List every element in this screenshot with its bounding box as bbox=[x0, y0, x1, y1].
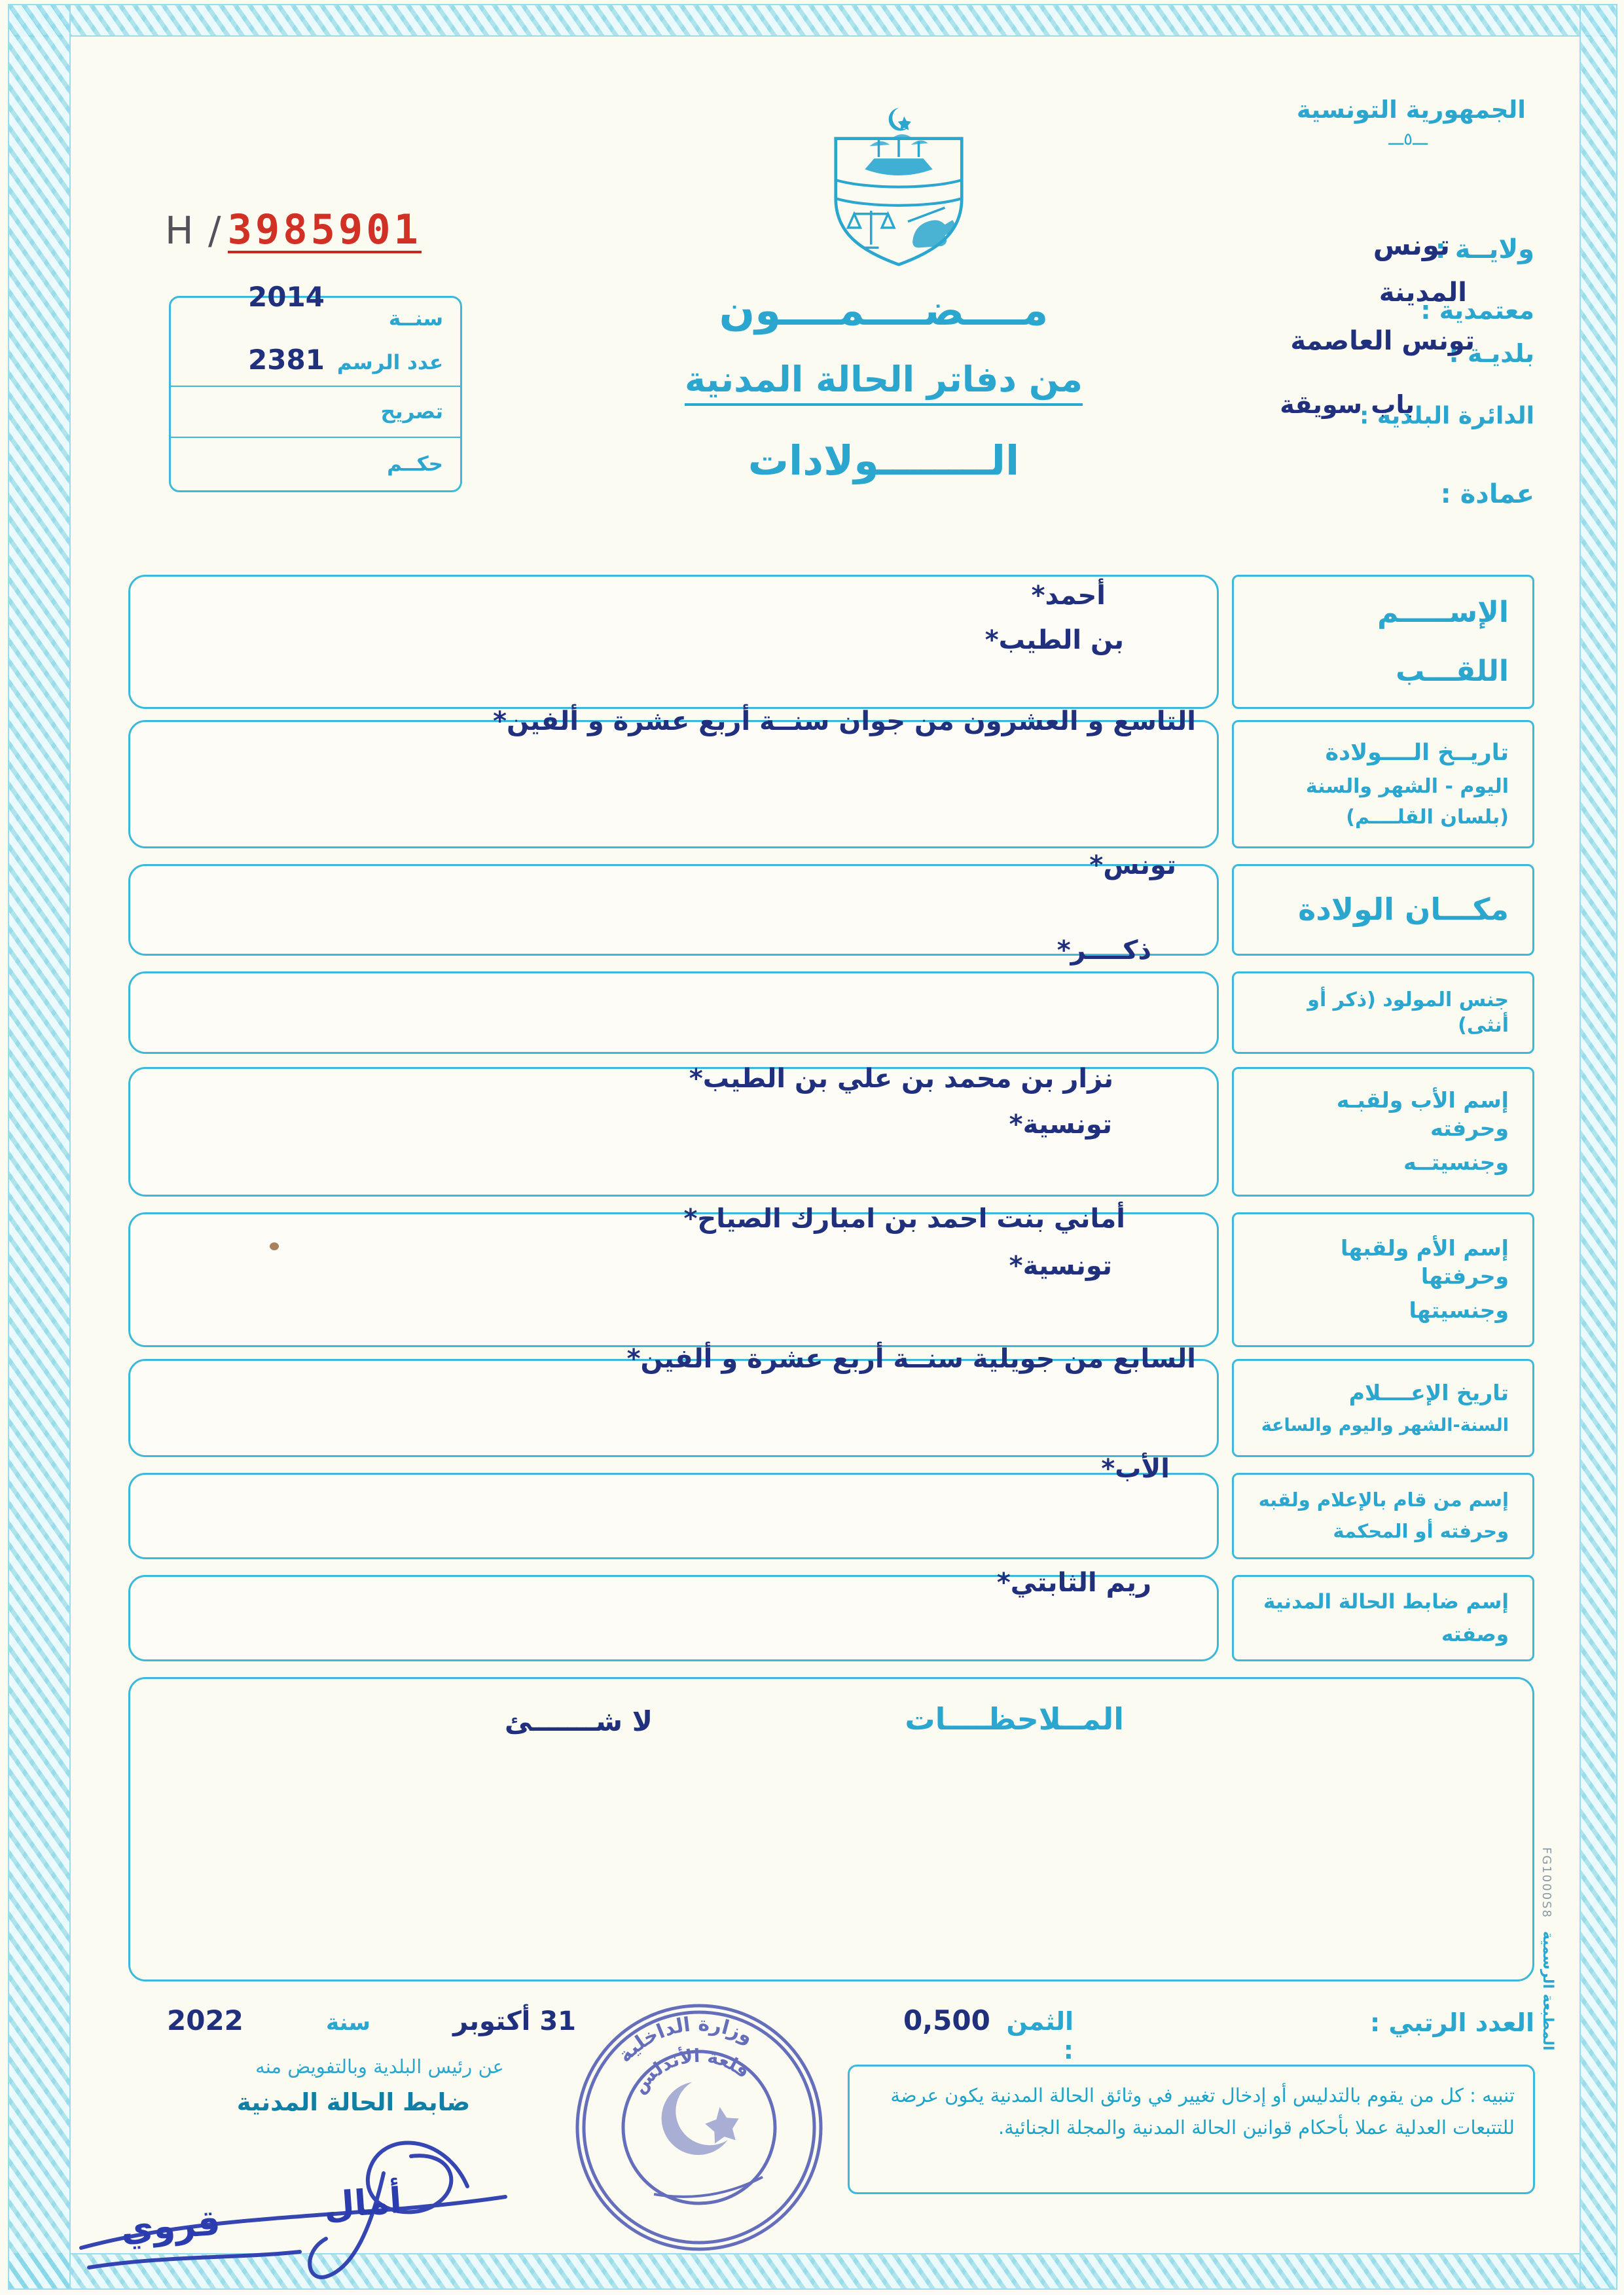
label-line: اليوم - الشهر والسنة bbox=[1305, 774, 1509, 798]
label-line: تاريخ الإعــــلام bbox=[1348, 1380, 1509, 1405]
registry-box bbox=[169, 281, 462, 492]
official-press-mark: المطبعة الرسمية bbox=[1540, 1931, 1556, 2051]
mother-name-value: أماني بنت احمد بن امبارك الصياح* bbox=[683, 1204, 1125, 1234]
notifier-label-box bbox=[1232, 1473, 1534, 1559]
border-pattern-top bbox=[8, 4, 1617, 37]
registry-year-row bbox=[171, 281, 460, 340]
label-line: مكـــان الولادة bbox=[1298, 892, 1509, 928]
label-line: (بلسان القلــــم) bbox=[1346, 805, 1509, 829]
field-row-notifier bbox=[128, 1454, 1534, 1559]
document-titles bbox=[560, 287, 1208, 484]
field-row-name-surname bbox=[128, 575, 1534, 709]
governorate-value: تونس bbox=[1373, 229, 1450, 261]
surname-value: بن الطيب* bbox=[984, 625, 1124, 655]
registry-judgment-label: حكــم bbox=[387, 452, 443, 476]
delegation-label: معتمدية : bbox=[1420, 296, 1534, 325]
mother-label-box bbox=[1232, 1212, 1534, 1347]
registry-act-value: 2381 bbox=[248, 344, 325, 376]
birth-place-value-box bbox=[128, 850, 1219, 956]
registry-year-value: 2014 bbox=[248, 281, 325, 313]
father-value-box bbox=[128, 1064, 1219, 1197]
price-line bbox=[903, 2004, 1074, 2065]
label-line: إسم الأب ولقبـه وحرفته bbox=[1336, 1087, 1509, 1141]
signature-first-name: أمال bbox=[322, 2179, 403, 2226]
scan-speck bbox=[270, 1242, 279, 1250]
delegation-value: المدينة bbox=[1379, 278, 1467, 308]
price-label: الثمن : bbox=[1006, 2007, 1074, 2065]
registrar-label-box bbox=[1232, 1575, 1534, 1661]
label-line: تاريــخ الــــولادة bbox=[1325, 740, 1509, 767]
sex-value: ذكــــر* bbox=[1056, 935, 1151, 966]
birth-date-value-box bbox=[128, 706, 1219, 848]
serial-number: 3985901 bbox=[227, 206, 422, 253]
father-nationality-value: تونسية* bbox=[1009, 1110, 1112, 1140]
governorate-label: ولايــة : bbox=[1435, 234, 1534, 264]
notifier-value-box bbox=[128, 1454, 1219, 1559]
notes-box bbox=[128, 1677, 1534, 1981]
municipality-value: تونس العاصمة bbox=[1290, 326, 1475, 356]
stamp-place-text: قلعة الأندلس bbox=[628, 2044, 754, 2098]
sex-value-box bbox=[128, 935, 1219, 1054]
father-label-box bbox=[1232, 1067, 1534, 1197]
notification-date-value: السابع من جويلية سنــة أربع عشرة و ألفين* bbox=[626, 1344, 1196, 1374]
registry-act-row bbox=[171, 340, 460, 386]
registrar-value: ريم الثابتي* bbox=[996, 1568, 1151, 1598]
issue-date bbox=[167, 2004, 576, 2036]
registry-judgment-row bbox=[171, 437, 460, 490]
notifier-value: الأب* bbox=[1101, 1454, 1170, 1484]
registry-declaration-label: تصريح bbox=[380, 400, 443, 424]
issue-date-year: 2022 bbox=[167, 2004, 244, 2036]
sex-label-box bbox=[1232, 971, 1534, 1054]
republic-title: الجمهورية التونسية bbox=[1296, 96, 1526, 124]
district-value: باب سويقة bbox=[1280, 390, 1415, 419]
title-births: الــــــــولادات bbox=[748, 437, 1020, 484]
mother-nationality-value: تونسية* bbox=[1009, 1251, 1112, 1281]
printer-code: FG1000S8 bbox=[1540, 1847, 1553, 1919]
field-row-father bbox=[128, 1064, 1534, 1197]
birth-date-label-box bbox=[1232, 720, 1534, 848]
notes-title: المــلاحظــــات bbox=[905, 1701, 1124, 1737]
birth-place-label-box bbox=[1232, 864, 1534, 956]
label-line: جنس المولود (ذكر أو أنثى) bbox=[1307, 988, 1509, 1037]
label-line: وحرفته أو المحكمة bbox=[1333, 1520, 1509, 1542]
field-row-registrar bbox=[128, 1568, 1534, 1661]
civil-status-officer-line: ضابط الحالة المدنية bbox=[236, 2088, 471, 2116]
issue-date-year-label: سنة bbox=[326, 2010, 370, 2036]
label-line: إسم ضابط الحالة المدنية bbox=[1263, 1589, 1509, 1614]
field-row-sex bbox=[128, 935, 1534, 1054]
label-line: وصفته bbox=[1441, 1623, 1509, 1646]
field-row-mother bbox=[128, 1204, 1534, 1347]
handwritten-signature bbox=[43, 2113, 541, 2291]
registry-act-label: عدد الرسم bbox=[336, 351, 443, 374]
registrar-value-box bbox=[128, 1568, 1219, 1661]
birth-date-value: التاسع و العشرون من جوان سنــة أربع عشرة و ألفين* bbox=[493, 706, 1196, 736]
tunisia-coat-of-arms-icon bbox=[810, 105, 987, 281]
notification-date-label-box bbox=[1232, 1359, 1534, 1457]
border-pattern-right bbox=[1579, 4, 1617, 2290]
document-serial bbox=[165, 208, 422, 253]
label-line: الإســـــم bbox=[1377, 596, 1509, 629]
flourish-ornament: ـــ٥ـــ bbox=[1388, 130, 1428, 149]
stamp-ministry-text: وزارة الداخلية bbox=[613, 2012, 757, 2067]
omda-label: عمادة : bbox=[1440, 479, 1534, 509]
field-row-birth-place bbox=[128, 850, 1534, 956]
price-value: 0,500 bbox=[903, 2004, 990, 2036]
field-row-birth-date bbox=[128, 706, 1534, 848]
label-line: وجنسيتها bbox=[1409, 1297, 1509, 1324]
name-value-box bbox=[128, 575, 1219, 709]
label-line: إسم من قام بالإعلام ولقبه bbox=[1258, 1489, 1509, 1511]
label-line: وجنسيتــه bbox=[1403, 1149, 1509, 1176]
name-label-box bbox=[1232, 575, 1534, 709]
serial-prefix: H / bbox=[165, 208, 223, 253]
municipality-label: بلديـة : bbox=[1449, 339, 1534, 368]
label-line: اللقـــب bbox=[1396, 654, 1509, 688]
registry-declaration-row bbox=[171, 386, 460, 437]
birth-place-value: تونس* bbox=[1089, 850, 1176, 880]
label-line: السنة-الشهر واليوم والساعة bbox=[1261, 1415, 1509, 1436]
district-label: الدائرة البلدية : bbox=[1359, 403, 1534, 429]
border-pattern-left bbox=[8, 4, 71, 2290]
title-registers: من دفاتر الحالة المدنية bbox=[685, 359, 1083, 406]
delegation-line: عن رئيس البلدية وبالتفويض منه bbox=[255, 2055, 504, 2078]
issue-date-day-month: 31 أكتوبر bbox=[453, 2006, 576, 2036]
fraud-warning-box: تنبيه : كل من يقوم بالتدليس أو إدخال تغيير في وثائق الحالة المدنية يكون عرضة للتتبعات العدلية عملا بأحكام قوانين الحالة المدنية والمجلة الجنائية. bbox=[848, 2065, 1535, 2194]
first-name-value: أحمد* bbox=[1031, 581, 1106, 611]
field-row-notification-date bbox=[128, 1344, 1534, 1457]
mother-value-box bbox=[128, 1204, 1219, 1347]
title-extract: مــــضــــمــــون bbox=[719, 287, 1049, 335]
registry-year-label: سنــة bbox=[388, 307, 443, 331]
official-round-stamp bbox=[568, 1990, 830, 2265]
father-name-value: نزار بن محمد بن علي بن الطيب* bbox=[689, 1064, 1113, 1094]
notification-date-value-box bbox=[128, 1344, 1219, 1457]
ordinal-number-label: العدد الرتبي : bbox=[1369, 2008, 1534, 2037]
signature-last-name: قروي bbox=[119, 2201, 222, 2250]
notes-value: لا شـــــــئ bbox=[504, 1705, 653, 1737]
label-line: إسم الأم ولقبها وحرفتها bbox=[1341, 1235, 1509, 1289]
